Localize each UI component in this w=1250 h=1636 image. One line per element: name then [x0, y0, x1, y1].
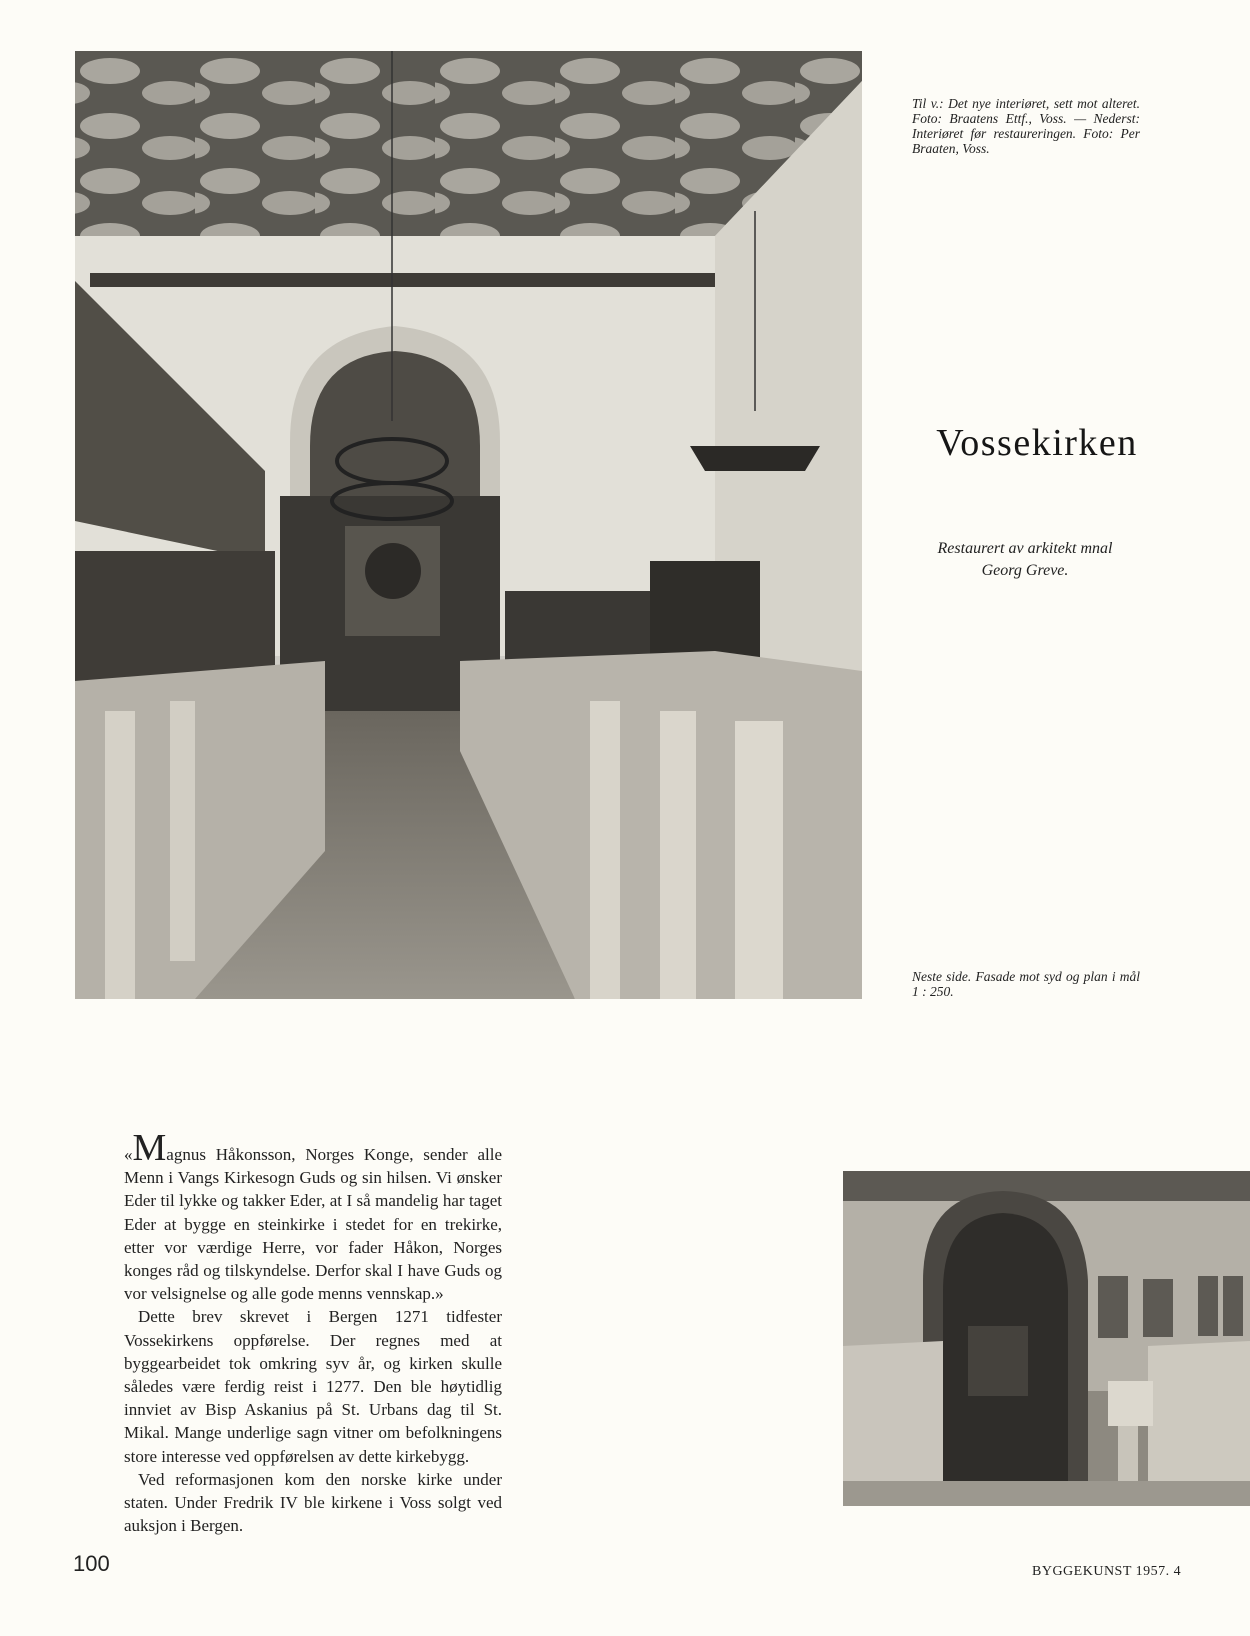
old-interior-illustration [843, 1171, 1250, 1506]
article-subtitle [905, 538, 1145, 582]
article-title: Vossekirken [936, 422, 1138, 464]
journal-reference: BYGGEKUNST 1957. 4 [1032, 1564, 1182, 1579]
church-interior-illustration [75, 51, 862, 999]
photo-caption-top: Til v.: Det nye interiøret, sett mot alteret. Foto: Braatens Ettf., Voss. — Nederst: Interiøret før restaureringen. Foto: Per Braaten, Voss. [912, 96, 1140, 156]
photo-caption-bottom: Neste side. Fasade mot syd og plan i mål 1 : 250. [912, 969, 1140, 999]
paragraph-3: Ved reformasjonen kom den norske kirke under staten. Under Fredrik IV ble kirkene i Voss solgt ved auksjon i Bergen. [124, 1469, 502, 1536]
drop-cap: M [132, 1127, 167, 1169]
main-photo-church-interior [75, 51, 862, 999]
quote-open: « [124, 1145, 133, 1164]
page-number: 100 [73, 1551, 110, 1576]
paragraph-1 [124, 1127, 502, 1305]
small-photo-before-restoration [843, 1171, 1250, 1506]
subtitle-line-1: Restaurert av arkitekt mnal [937, 540, 1113, 557]
subtitle-line-2: Georg Greve. [981, 562, 1069, 579]
article-body [124, 1127, 502, 1537]
paragraph-2: Dette brev skrevet i Bergen 1271 tidfester Vossekirkens oppførelse. Der regnes med at byggearbeidet tok omkring syv år, og kirken skulle således være ferdig reist i 1277. Den ble høytidlig innviet av Bisp Askanius på St. Urbans dag til St. Mikal. Mange underlige sagn vitner om befolkningens store interesse ved oppførelsen av dette kirkebygg. [124, 1307, 502, 1466]
paragraph-1-text: agnus Håkonsson, Norges Konge, sender alle Menn i Vangs Kirkesogn Guds og sin hilsen. Vi ønsker Eder til lykke og takker Eder, at I så mandelig har taget Eder at bygge en steinkirke i stedet for en trekirke, etter vor værdige Herre, vor fader Håkon, Norges konges råd og tilskyndelse. Derfor skal I have Guds og vor velsignelse og alle gode menns vennskap.» [124, 1145, 502, 1304]
